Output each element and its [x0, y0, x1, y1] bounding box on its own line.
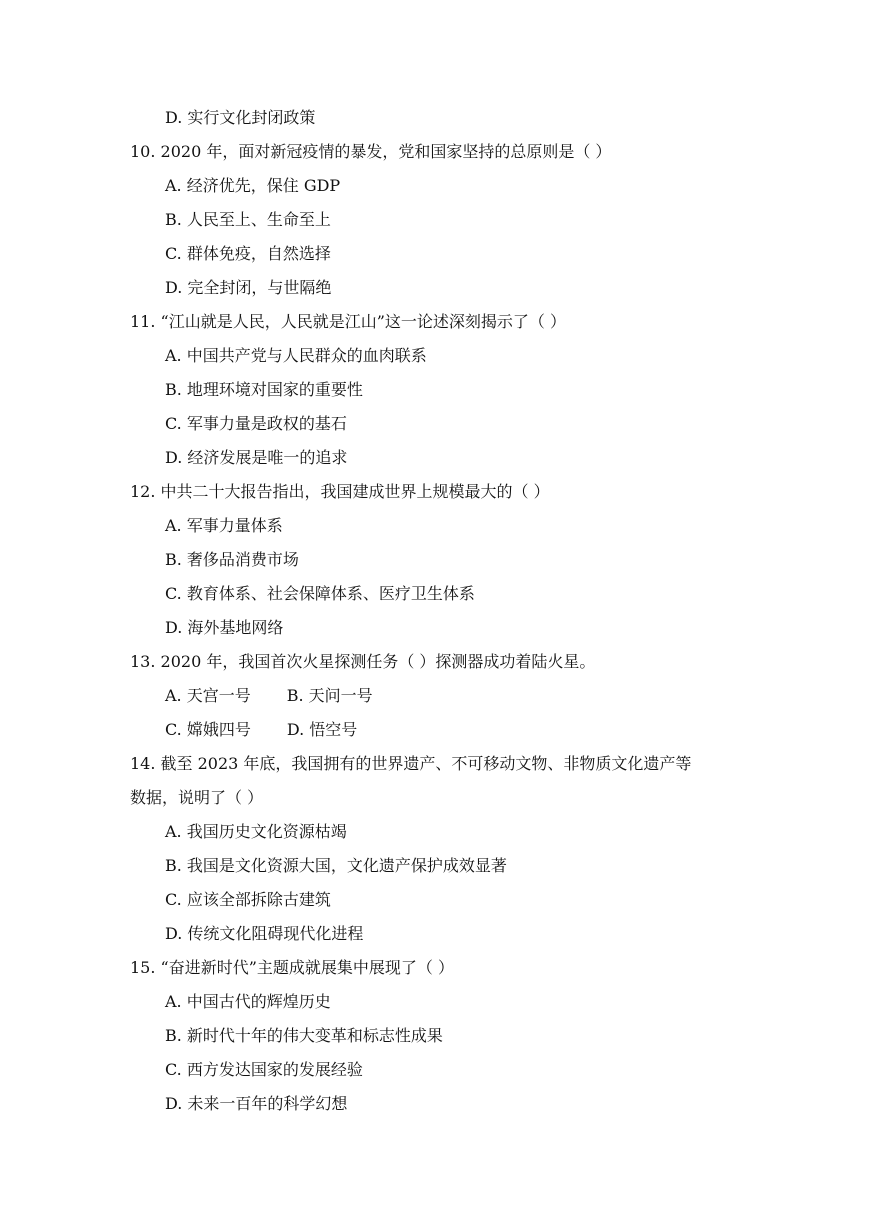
question-10-option-c: C. 群体免疫，自然选择 — [165, 244, 331, 263]
question-14-option-c: C. 应该全部拆除古建筑 — [165, 890, 331, 909]
question-10-option-d: D. 完全封闭，与世隔绝 — [165, 278, 332, 297]
question-13-option-d: D. 悟空号 — [286, 720, 358, 739]
question-10-option-b: B. 人民至上、生命至上 — [165, 210, 331, 229]
question-12-option-d: D. 海外基地网络 — [165, 618, 284, 637]
question-15-option-b: B. 新时代十年的伟大变革和标志性成果 — [165, 1026, 443, 1045]
question-14-stem-line-2: 数据，说明了（ ） — [130, 788, 264, 807]
question-13-stem: 13. 2020 年，我国首次火星探测任务（ ）探测器成功着陆火星。 — [130, 652, 596, 671]
question-15-option-c: C. 西方发达国家的发展经验 — [165, 1060, 363, 1079]
question-12-option-a: A. 军事力量体系 — [165, 516, 283, 535]
question-10-option-a: A. 经济优先，保住 GDP — [165, 176, 341, 195]
question-11-option-c: C. 军事力量是政权的基石 — [165, 414, 347, 433]
question-11-option-d: D. 经济发展是唯一的追求 — [165, 448, 348, 467]
question-13-option-a: A. 天宫一号 — [165, 686, 251, 705]
question-13-option-c: C. 嫦娥四号 — [165, 720, 251, 739]
question-13-option-b: B. 天问一号 — [286, 686, 373, 705]
question-11-option-a: A. 中国共产党与人民群众的血肉联系 — [165, 346, 427, 365]
question-12-option-b: B. 奢侈品消费市场 — [165, 550, 299, 569]
question-14-option-a: A. 我国历史文化资源枯竭 — [165, 822, 347, 841]
question-14-option-d: D. 传统文化阻碍现代化进程 — [165, 924, 364, 943]
question-14-option-b: B. 我国是文化资源大国，文化遗产保护成效显著 — [165, 856, 507, 875]
question-13-options-row-1 — [165, 686, 373, 706]
question-12-option-c: C. 教育体系、社会保障体系、医疗卫生体系 — [165, 584, 475, 603]
question-13-options-row-2 — [165, 720, 357, 740]
question-12-stem: 12. 中共二十大报告指出，我国建成世界上规模最大的（ ） — [130, 482, 550, 501]
question-15-option-d: D. 未来一百年的科学幻想 — [165, 1094, 348, 1113]
question-10-stem: 10. 2020 年，面对新冠疫情的暴发，党和国家坚持的总原则是（ ） — [130, 142, 612, 161]
question-9-option-d: D. 实行文化封闭政策 — [165, 108, 316, 127]
question-11-option-b: B. 地理环境对国家的重要性 — [165, 380, 363, 399]
question-11-stem: 11. “江山就是人民，人民就是江山”这一论述深刻揭示了（ ） — [130, 312, 566, 331]
question-14-stem-line-1: 14. 截至 2023 年底，我国拥有的世界遗产、不可移动文物、非物质文化遗产等 — [130, 754, 692, 773]
question-15-option-a: A. 中国古代的辉煌历史 — [165, 992, 331, 1011]
question-15-stem: 15. “奋进新时代”主题成就展集中展现了（ ） — [130, 958, 454, 977]
